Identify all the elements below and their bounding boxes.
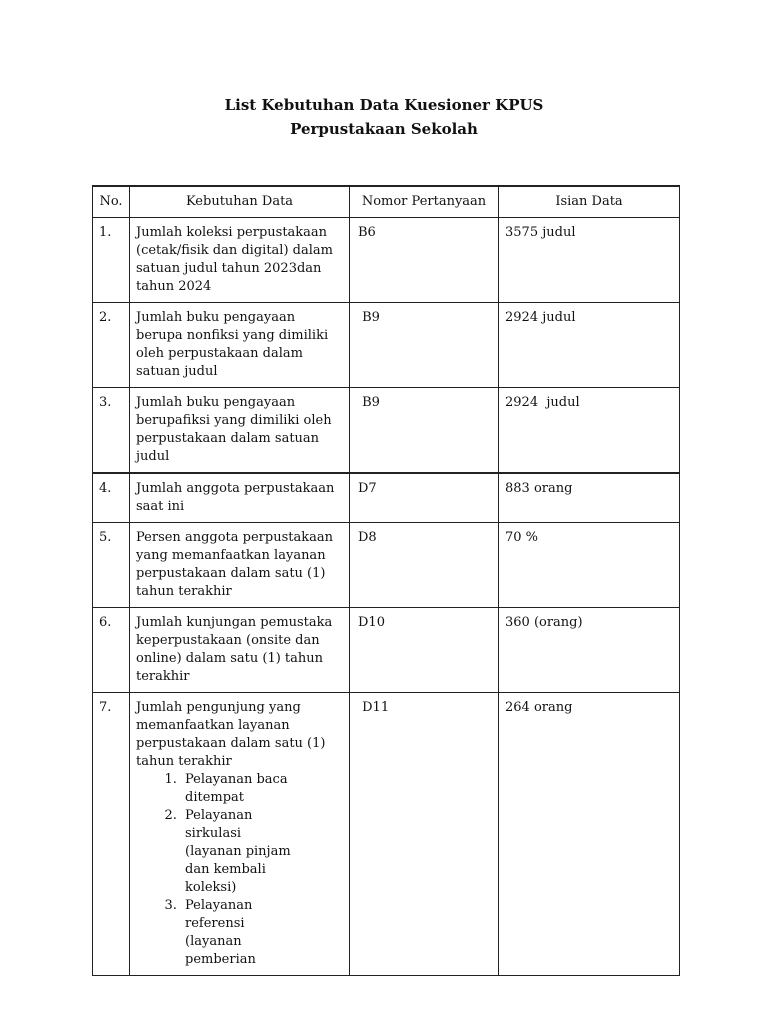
row-kebutuhan: Jumlah koleksi perpustakaan (cetak/fisik dan digital) dalam satuan judul tahun 2023dan tahun 2024 [130,218,350,303]
requirements-table [92,185,680,976]
table-row [93,388,680,474]
row-number: 4. [93,473,130,523]
table-row [93,218,680,303]
table-row [93,523,680,608]
row-kebutuhan: Jumlah pengunjung yang memanfaatkan layanan perpustakaan dalam satu (1) tahun terakhir [136,700,326,769]
list-item: 2. Pelayanan sirkulasi (layanan pinjam dan kembali koleksi) [181,807,295,897]
row-number: 2. [93,303,130,388]
header-no: No. [93,186,130,218]
row-kebutuhan-cell [130,693,350,976]
row-nomor: B9 [350,303,499,388]
header-isian-data: Isian Data [499,186,680,218]
header-nomor-pertanyaan: Nomor Pertanyaan [350,186,499,218]
row-kebutuhan: Jumlah anggota perpustakaan saat ini [130,473,350,523]
row-isian: 264 orang [499,693,680,976]
row-isian: 3575 judul [499,218,680,303]
row-nomor: D11 [350,693,499,976]
row-isian: 360 (orang) [499,608,680,693]
row-number: 6. [93,608,130,693]
document-title [0,93,768,141]
row-kebutuhan: Jumlah kunjungan pemustaka keperpustakaan (onsite dan online) dalam satu (1) tahun terakhir [130,608,350,693]
row-kebutuhan: Persen anggota perpustakaan yang memanfaatkan layanan perpustakaan dalam satu (1) tahun terakhir [130,523,350,608]
row-nomor: B9 [350,388,499,474]
row-number: 1. [93,218,130,303]
row-isian: 70 % [499,523,680,608]
table-row [93,693,680,976]
service-sub-list [136,771,343,969]
row-kebutuhan: Jumlah buku pengayaan berupa nonfiksi yang dimiliki oleh perpustakaan dalam satuan judul [130,303,350,388]
list-item: 1. Pelayanan baca ditempat [181,771,295,807]
table-row [93,608,680,693]
row-isian: 2924 judul [499,303,680,388]
row-number: 5. [93,523,130,608]
table-row [93,303,680,388]
row-nomor: B6 [350,218,499,303]
table-header-row [93,186,680,218]
row-nomor: D8 [350,523,499,608]
row-number: 3. [93,388,130,474]
row-isian: 883 orang [499,473,680,523]
title-line-1: List Kebutuhan Data Kuesioner KPUS [224,96,544,114]
row-kebutuhan: Jumlah buku pengayaan berupafiksi yang dimiliki oleh perpustakaan dalam satuan judul [130,388,350,474]
row-nomor: D7 [350,473,499,523]
row-number: 7. [93,693,130,976]
list-item: 3. Pelayanan referensi (layanan pemberian [181,897,295,969]
row-nomor: D10 [350,608,499,693]
title-line-2: Perpustakaan Sekolah [290,120,478,138]
header-kebutuhan-data: Kebutuhan Data [130,186,350,218]
table-row [93,473,680,523]
row-isian: 2924 judul [499,388,680,474]
